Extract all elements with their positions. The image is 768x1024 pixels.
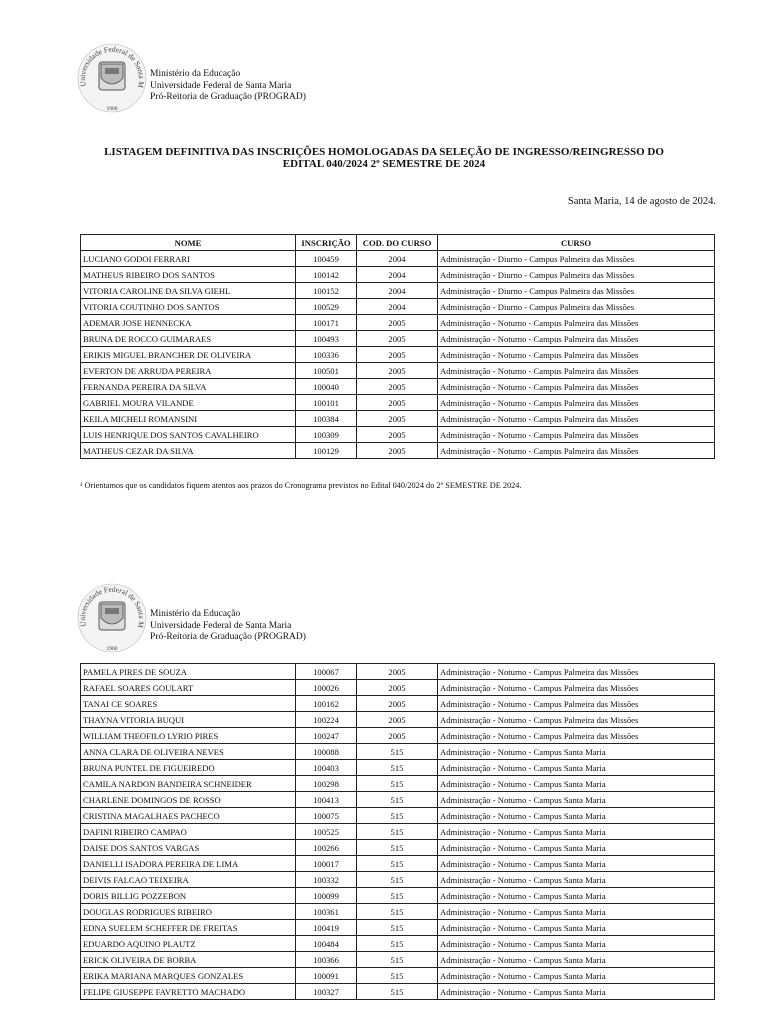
ufsm-seal-icon — [74, 580, 150, 656]
cell-inscricao: 100298 — [296, 776, 357, 792]
table-row — [81, 984, 715, 1000]
table-row — [81, 888, 715, 904]
cell-curso: Administração - Noturno - Campus Palmeira das Missões — [438, 379, 715, 395]
cell-curso: Administração - Noturno - Campus Palmeira das Missões — [438, 363, 715, 379]
cell-name: DAFINI RIBEIRO CAMPAO — [81, 824, 296, 840]
registrations-table-page2 — [80, 663, 715, 1000]
cell-inscricao: 100403 — [296, 760, 357, 776]
cell-inscricao: 100384 — [296, 411, 357, 427]
cell-inscricao: 100171 — [296, 315, 357, 331]
cell-name: ERIKA MARIANA MARQUES GONZALES — [81, 968, 296, 984]
svg-text:Universidade Federal de Santa: Universidade Federal de Santa M — [77, 584, 147, 629]
cell-name: LUCIANO GODOI FERRARI — [81, 251, 296, 267]
cell-cod-curso: 515 — [357, 904, 438, 920]
cell-curso: Administração - Noturno - Campus Santa Maria — [438, 888, 715, 904]
registrations-table-page1 — [80, 234, 715, 459]
cell-curso: Administração - Diurno - Campus Palmeira das Missões — [438, 299, 715, 315]
cell-cod-curso: 2005 — [357, 696, 438, 712]
cell-name: DAISE DOS SANTOS VARGAS — [81, 840, 296, 856]
org-prograd: Pró-Reitoria de Graduação (PROGRAD) — [150, 632, 306, 642]
cell-curso: Administração - Noturno - Campus Santa Maria — [438, 808, 715, 824]
org-block — [150, 609, 306, 644]
cell-inscricao: 100224 — [296, 712, 357, 728]
table-row — [81, 427, 715, 443]
cell-curso: Administração - Noturno - Campus Palmeira das Missões — [438, 411, 715, 427]
cell-inscricao: 100026 — [296, 680, 357, 696]
cell-cod-curso: 2004 — [357, 283, 438, 299]
cell-name: DANIELLI ISADORA PEREIRA DE LIMA — [81, 856, 296, 872]
cell-name: BRUNA PUNTEL DE FIGUEIREDO — [81, 760, 296, 776]
cell-cod-curso: 515 — [357, 856, 438, 872]
cell-curso: Administração - Noturno - Campus Santa Maria — [438, 856, 715, 872]
cell-cod-curso: 2005 — [357, 331, 438, 347]
cell-inscricao: 100361 — [296, 904, 357, 920]
title-line-1: LISTAGEM DEFINITIVA DAS INSCRIÇÕES HOMOLOGADAS DA SELEÇÃO DE INGRESSO/REINGRESSO DO — [104, 146, 664, 158]
cell-name: ERICK OLIVEIRA DE BORBA — [81, 952, 296, 968]
cell-name: ANNA CLARA DE OLIVEIRA NEVES — [81, 744, 296, 760]
cell-curso: Administração - Noturno - Campus Palmeira das Missões — [438, 728, 715, 744]
cell-name: MATHEUS CEZAR DA SILVA — [81, 443, 296, 459]
cell-name: THAYNA VITORIA BUQUI — [81, 712, 296, 728]
table-row — [81, 315, 715, 331]
cell-name: VITORIA COUTINHO DOS SANTOS — [81, 299, 296, 315]
cell-cod-curso: 2004 — [357, 299, 438, 315]
cell-cod-curso: 515 — [357, 744, 438, 760]
cell-name: ADEMAR JOSE HENNECKA — [81, 315, 296, 331]
cell-cod-curso: 2005 — [357, 347, 438, 363]
cell-curso: Administração - Noturno - Campus Santa Maria — [438, 920, 715, 936]
table-row — [81, 760, 715, 776]
org-prograd: Pró-Reitoria de Graduação (PROGRAD) — [150, 92, 306, 102]
cell-cod-curso: 2005 — [357, 712, 438, 728]
cell-name: BRUNA DE ROCCO GUIMARAES — [81, 331, 296, 347]
cell-inscricao: 100501 — [296, 363, 357, 379]
cell-curso: Administração - Noturno - Campus Santa Maria — [438, 760, 715, 776]
cell-inscricao: 100459 — [296, 251, 357, 267]
cell-inscricao: 100529 — [296, 299, 357, 315]
cell-inscricao: 100067 — [296, 664, 357, 680]
cell-inscricao: 100419 — [296, 920, 357, 936]
cell-curso: Administração - Noturno - Campus Palmeira das Missões — [438, 427, 715, 443]
cell-cod-curso: 515 — [357, 760, 438, 776]
table-row — [81, 808, 715, 824]
table-row — [81, 696, 715, 712]
cell-curso: Administração - Noturno - Campus Santa Maria — [438, 904, 715, 920]
cell-cod-curso: 2005 — [357, 443, 438, 459]
cell-inscricao: 100525 — [296, 824, 357, 840]
table-row — [81, 443, 715, 459]
cell-inscricao: 100162 — [296, 696, 357, 712]
cell-curso: Administração - Diurno - Campus Palmeira das Missões — [438, 251, 715, 267]
cell-name: PAMELA PIRES DE SOUZA — [81, 664, 296, 680]
cell-name: LUIS HENRIQUE DOS SANTOS CAVALHEIRO — [81, 427, 296, 443]
table-row — [81, 952, 715, 968]
cell-cod-curso: 2005 — [357, 395, 438, 411]
cell-curso: Administração - Noturno - Campus Santa Maria — [438, 792, 715, 808]
cell-cod-curso: 2004 — [357, 267, 438, 283]
cell-cod-curso: 2005 — [357, 363, 438, 379]
table-row — [81, 411, 715, 427]
cell-inscricao: 100336 — [296, 347, 357, 363]
cell-inscricao: 100017 — [296, 856, 357, 872]
footnote: ¹ Orientamos que os candidatos fiquem atentos aos prazos do Cronograma previstos no Edital 040/2024 do 2º SEMESTRE DE 2024. — [80, 481, 522, 490]
cell-name: TANAI CE SOARES — [81, 696, 296, 712]
column-header-inscricao: INSCRIÇÃO — [296, 235, 357, 251]
cell-inscricao: 100484 — [296, 936, 357, 952]
table-row — [81, 347, 715, 363]
page2-header — [74, 580, 314, 658]
table-row — [81, 792, 715, 808]
cell-inscricao: 100309 — [296, 427, 357, 443]
cell-curso: Administração - Noturno - Campus Santa Maria — [438, 984, 715, 1000]
cell-cod-curso: 515 — [357, 840, 438, 856]
cell-curso: Administração - Noturno - Campus Palmeira das Missões — [438, 680, 715, 696]
table-row — [81, 728, 715, 744]
cell-name: CRISTINA MAGALHAES PACHECO — [81, 808, 296, 824]
cell-cod-curso: 2005 — [357, 728, 438, 744]
table-row — [81, 664, 715, 680]
cell-name: EDUARDO AQUINO PLAUTZ — [81, 936, 296, 952]
page1-header — [74, 40, 314, 118]
cell-name: MATHEUS RIBEIRO DOS SANTOS — [81, 267, 296, 283]
cell-name: EVERTON DE ARRUDA PEREIRA — [81, 363, 296, 379]
cell-curso: Administração - Diurno - Campus Palmeira das Missões — [438, 283, 715, 299]
document-title — [0, 146, 768, 170]
cell-curso: Administração - Noturno - Campus Santa Maria — [438, 936, 715, 952]
cell-name: ERIKIS MIGUEL BRANCHER DE OLIVEIRA — [81, 347, 296, 363]
cell-cod-curso: 515 — [357, 776, 438, 792]
title-line-2: EDITAL 040/2024 2º SEMESTRE DE 2024 — [282, 158, 486, 170]
table-row — [81, 872, 715, 888]
cell-inscricao: 100366 — [296, 952, 357, 968]
cell-inscricao: 100101 — [296, 395, 357, 411]
cell-inscricao: 100413 — [296, 792, 357, 808]
table-row — [81, 251, 715, 267]
cell-name: DORIS BILLIG POZZEBON — [81, 888, 296, 904]
svg-text:1960: 1960 — [106, 646, 118, 652]
cell-name: EDNA SUELEM SCHEFFER DE FREITAS — [81, 920, 296, 936]
table-row — [81, 744, 715, 760]
table-row — [81, 776, 715, 792]
cell-inscricao: 100266 — [296, 840, 357, 856]
table-row — [81, 712, 715, 728]
table-row — [81, 904, 715, 920]
cell-curso: Administração - Noturno - Campus Palmeira das Missões — [438, 315, 715, 331]
ufsm-seal-icon — [74, 40, 150, 116]
cell-cod-curso: 2005 — [357, 680, 438, 696]
cell-inscricao: 100247 — [296, 728, 357, 744]
cell-curso: Administração - Diurno - Campus Palmeira das Missões — [438, 267, 715, 283]
cell-curso: Administração - Noturno - Campus Palmeira das Missões — [438, 664, 715, 680]
cell-name: RAFAEL SOARES GOULART — [81, 680, 296, 696]
cell-name: VITORIA CAROLINE DA SILVA GIEHL — [81, 283, 296, 299]
cell-inscricao: 100493 — [296, 331, 357, 347]
cell-curso: Administração - Noturno - Campus Palmeira das Missões — [438, 696, 715, 712]
cell-inscricao: 100091 — [296, 968, 357, 984]
cell-cod-curso: 515 — [357, 824, 438, 840]
table-row — [81, 395, 715, 411]
cell-name: WILLIAM THEOFILO LYRIO PIRES — [81, 728, 296, 744]
cell-name: CAMILA NARDON BANDEIRA SCHNEIDER — [81, 776, 296, 792]
cell-inscricao: 100142 — [296, 267, 357, 283]
cell-inscricao: 100075 — [296, 808, 357, 824]
table-row — [81, 267, 715, 283]
cell-curso: Administração - Noturno - Campus Santa Maria — [438, 776, 715, 792]
org-ministry: Ministério da Educação — [150, 69, 241, 79]
cell-name: DEIVIS FALCAO TEIXEIRA — [81, 872, 296, 888]
table-row — [81, 840, 715, 856]
cell-name: CHARLENE DOMINGOS DE ROSSO — [81, 792, 296, 808]
cell-inscricao: 100099 — [296, 888, 357, 904]
cell-cod-curso: 515 — [357, 808, 438, 824]
org-university: Universidade Federal de Santa Maria — [150, 620, 292, 631]
cell-name: DOUGLAS RODRIGUES RIBEIRO — [81, 904, 296, 920]
cell-curso: Administração - Noturno - Campus Palmeira das Missões — [438, 331, 715, 347]
cell-curso: Administração - Noturno - Campus Santa Maria — [438, 872, 715, 888]
cell-name: FERNANDA PEREIRA DA SILVA — [81, 379, 296, 395]
cell-curso: Administração - Noturno - Campus Santa Maria — [438, 968, 715, 984]
cell-cod-curso: 515 — [357, 920, 438, 936]
cell-cod-curso: 515 — [357, 872, 438, 888]
cell-cod-curso: 2005 — [357, 411, 438, 427]
org-block — [150, 69, 306, 104]
cell-name: FELIPE GIUSEPPE FAVRETTO MACHADO — [81, 984, 296, 1000]
svg-text:Universidade Federal de Santa: Universidade Federal de Santa M — [77, 44, 147, 89]
cell-inscricao: 100040 — [296, 379, 357, 395]
cell-cod-curso: 2005 — [357, 427, 438, 443]
cell-inscricao: 100327 — [296, 984, 357, 1000]
table-row — [81, 283, 715, 299]
cell-curso: Administração - Noturno - Campus Palmeira das Missões — [438, 712, 715, 728]
org-ministry: Ministério da Educação — [150, 609, 241, 619]
cell-curso: Administração - Noturno - Campus Santa Maria — [438, 952, 715, 968]
cell-cod-curso: 2005 — [357, 315, 438, 331]
table-row — [81, 331, 715, 347]
table-row — [81, 824, 715, 840]
cell-curso: Administração - Noturno - Campus Santa Maria — [438, 824, 715, 840]
org-university: Universidade Federal de Santa Maria — [150, 80, 292, 91]
table-row — [81, 936, 715, 952]
table-row — [81, 968, 715, 984]
cell-curso: Administração - Noturno - Campus Santa Maria — [438, 840, 715, 856]
cell-cod-curso: 515 — [357, 952, 438, 968]
cell-inscricao: 100129 — [296, 443, 357, 459]
cell-cod-curso: 2005 — [357, 664, 438, 680]
cell-curso: Administração - Noturno - Campus Santa Maria — [438, 744, 715, 760]
column-header-curso: CURSO — [438, 235, 715, 251]
table-row — [81, 299, 715, 315]
table-row — [81, 920, 715, 936]
cell-inscricao: 100332 — [296, 872, 357, 888]
table-row — [81, 379, 715, 395]
cell-inscricao: 100152 — [296, 283, 357, 299]
cell-cod-curso: 2005 — [357, 379, 438, 395]
cell-cod-curso: 515 — [357, 792, 438, 808]
table-header-row — [81, 235, 715, 251]
cell-cod-curso: 515 — [357, 984, 438, 1000]
cell-name: GABRIEL MOURA VILANDE — [81, 395, 296, 411]
cell-curso: Administração - Noturno - Campus Palmeira das Missões — [438, 347, 715, 363]
table-row — [81, 680, 715, 696]
column-header-name: NOME — [81, 235, 296, 251]
cell-curso: Administração - Noturno - Campus Palmeira das Missões — [438, 395, 715, 411]
table-row — [81, 363, 715, 379]
document-date: Santa Maria, 14 de agosto de 2024. — [567, 196, 716, 207]
cell-cod-curso: 515 — [357, 888, 438, 904]
cell-inscricao: 100088 — [296, 744, 357, 760]
table-row — [81, 856, 715, 872]
cell-cod-curso: 2004 — [357, 251, 438, 267]
cell-curso: Administração - Noturno - Campus Palmeira das Missões — [438, 443, 715, 459]
cell-cod-curso: 515 — [357, 968, 438, 984]
svg-text:1960: 1960 — [106, 106, 118, 112]
cell-name: KEILA MICHELI ROMANSINI — [81, 411, 296, 427]
column-header-cod-curso: COD. DO CURSO — [357, 235, 438, 251]
cell-cod-curso: 515 — [357, 936, 438, 952]
